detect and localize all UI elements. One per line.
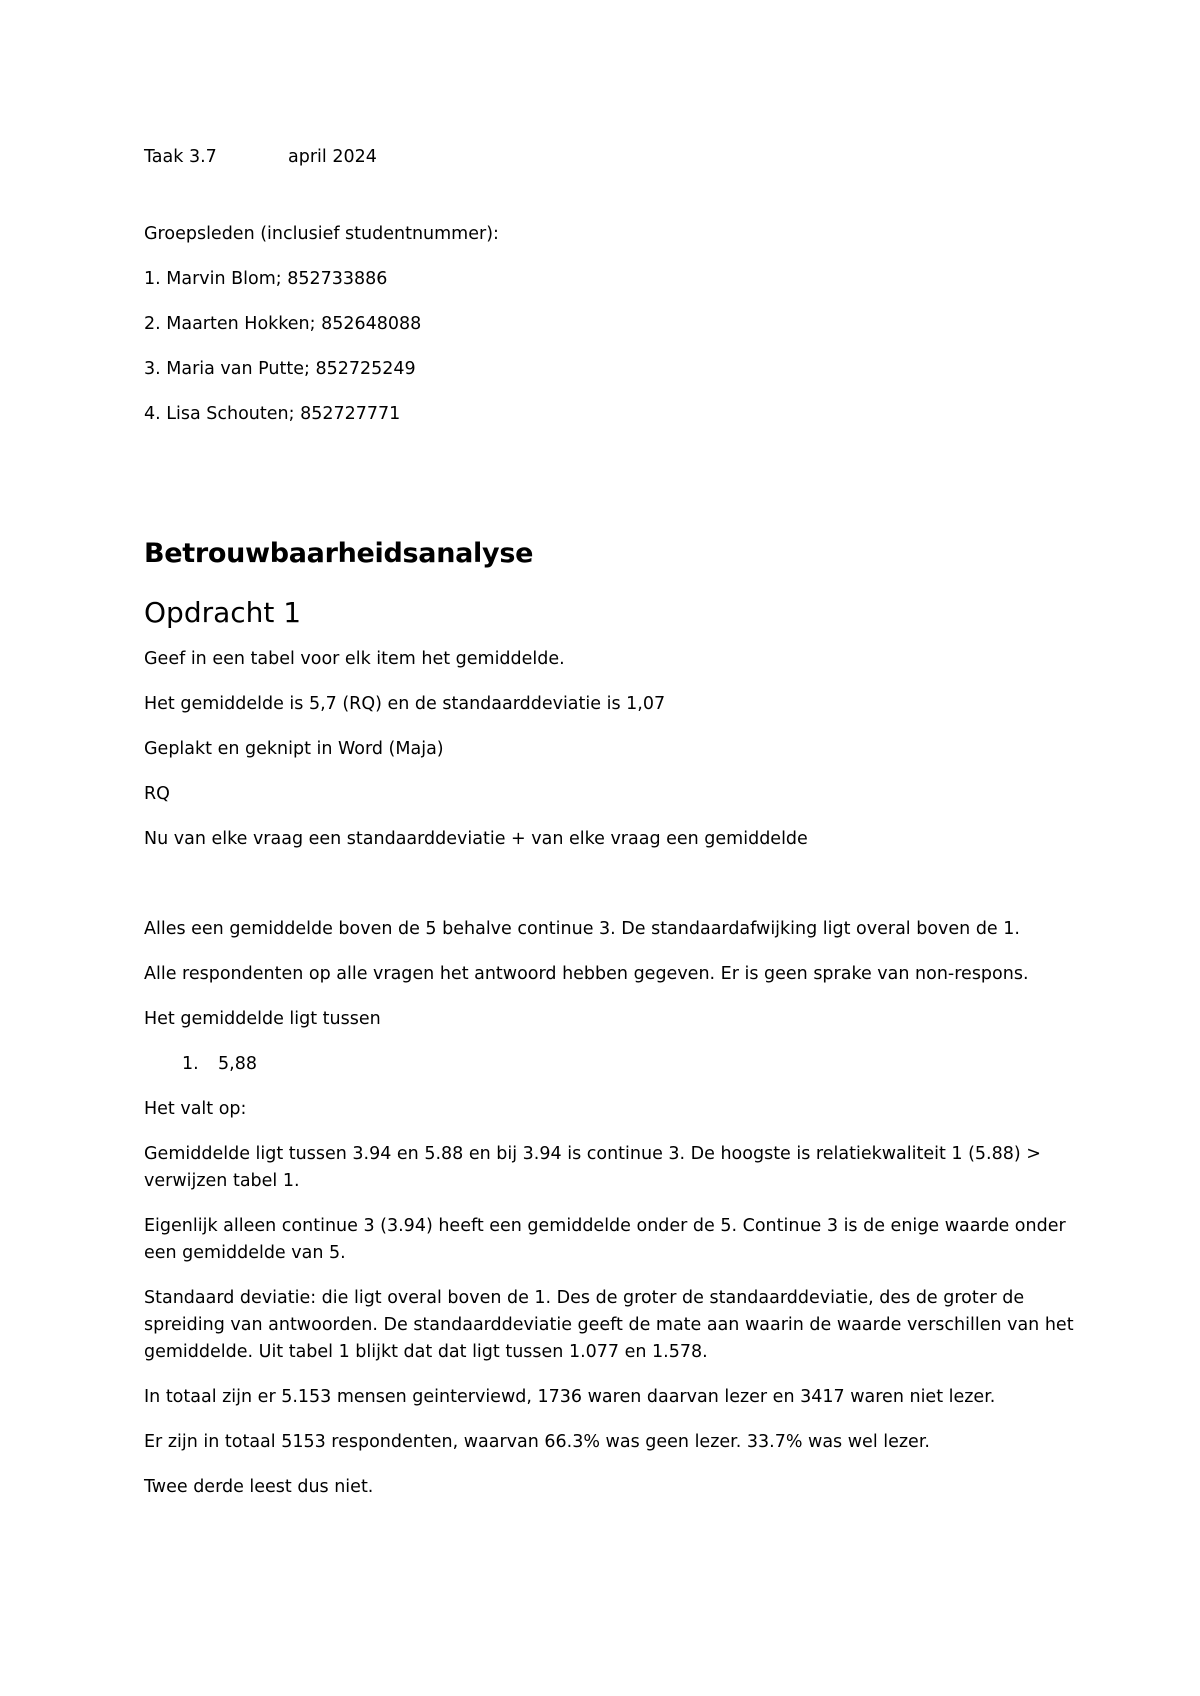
paragraph: Het gemiddelde ligt tussen xyxy=(144,1009,381,1029)
numbered-list-item xyxy=(144,1051,1074,1078)
paragraph: Standaard deviatie: die ligt overal boven de 1. Des de groter de standaarddeviatie, des de groter de spreiding van antwoorden. De standaarddeviatie geeft de mate aan waarin de waarde verschillen van het gemiddelde. Uit tabel 1 blijkt dat dat ligt tussen 1.077 en 1.578. xyxy=(144,1288,1074,1362)
document-title: Betrouwbaarheidsanalyse xyxy=(144,538,534,569)
members-section xyxy=(144,221,1074,428)
member-item: 1. Marvin Blom; 852733886 xyxy=(144,269,388,289)
paragraph: Geplakt en geknipt in Word (Maja) xyxy=(144,739,444,759)
list-text: 5,88 xyxy=(218,1054,257,1074)
paragraph: Twee derde leest dus niet. xyxy=(144,1477,374,1497)
paragraph: In totaal zijn er 5.153 mensen geinterviewd, 1736 waren daarvan lezer en 3417 waren niet lezer. xyxy=(144,1387,996,1407)
document-content xyxy=(144,144,1074,1519)
paragraph: Nu van elke vraag een standaarddeviatie + van elke vraag een gemiddelde xyxy=(144,829,808,849)
paragraph: Er zijn in totaal 5153 respondenten, waarvan 66.3% was geen lezer. 33.7% was wel lezer. xyxy=(144,1432,930,1452)
paragraph: RQ xyxy=(144,784,170,804)
members-label: Groepsleden (inclusief studentnummer): xyxy=(144,224,499,244)
member-item: 2. Maarten Hokken; 852648088 xyxy=(144,314,422,334)
paragraph: Geef in een tabel voor elk item het gemiddelde. xyxy=(144,649,565,669)
date-label: april 2024 xyxy=(288,147,377,167)
paragraph: Alle respondenten op alle vragen het antwoord hebben gegeven. Er is geen sprake van non-respons. xyxy=(144,964,1029,984)
member-item: 3. Maria van Putte; 852725249 xyxy=(144,359,416,379)
document-header xyxy=(144,144,1074,171)
task-label: Taak 3.7 xyxy=(144,147,217,167)
paragraph: Eigenlijk alleen continue 3 (3.94) heeft een gemiddelde onder de 5. Continue 3 is de enige waarde onder een gemiddelde van 5. xyxy=(144,1216,1066,1263)
paragraph: Het gemiddelde is 5,7 (RQ) en de standaarddeviatie is 1,07 xyxy=(144,694,666,714)
paragraph: Alles een gemiddelde boven de 5 behalve continue 3. De standaardafwijking ligt overal boven de 1. xyxy=(144,919,1020,939)
member-item: 4. Lisa Schouten; 852727771 xyxy=(144,404,401,424)
list-number: 1. xyxy=(182,1054,199,1074)
paragraph: Gemiddelde ligt tussen 3.94 en 5.88 en bij 3.94 is continue 3. De hoogste is relatiekwaliteit 1 (5.88) > verwijzen tabel 1. xyxy=(144,1144,1041,1191)
section-heading: Opdracht 1 xyxy=(144,596,302,629)
paragraph: Het valt op: xyxy=(144,1099,247,1119)
